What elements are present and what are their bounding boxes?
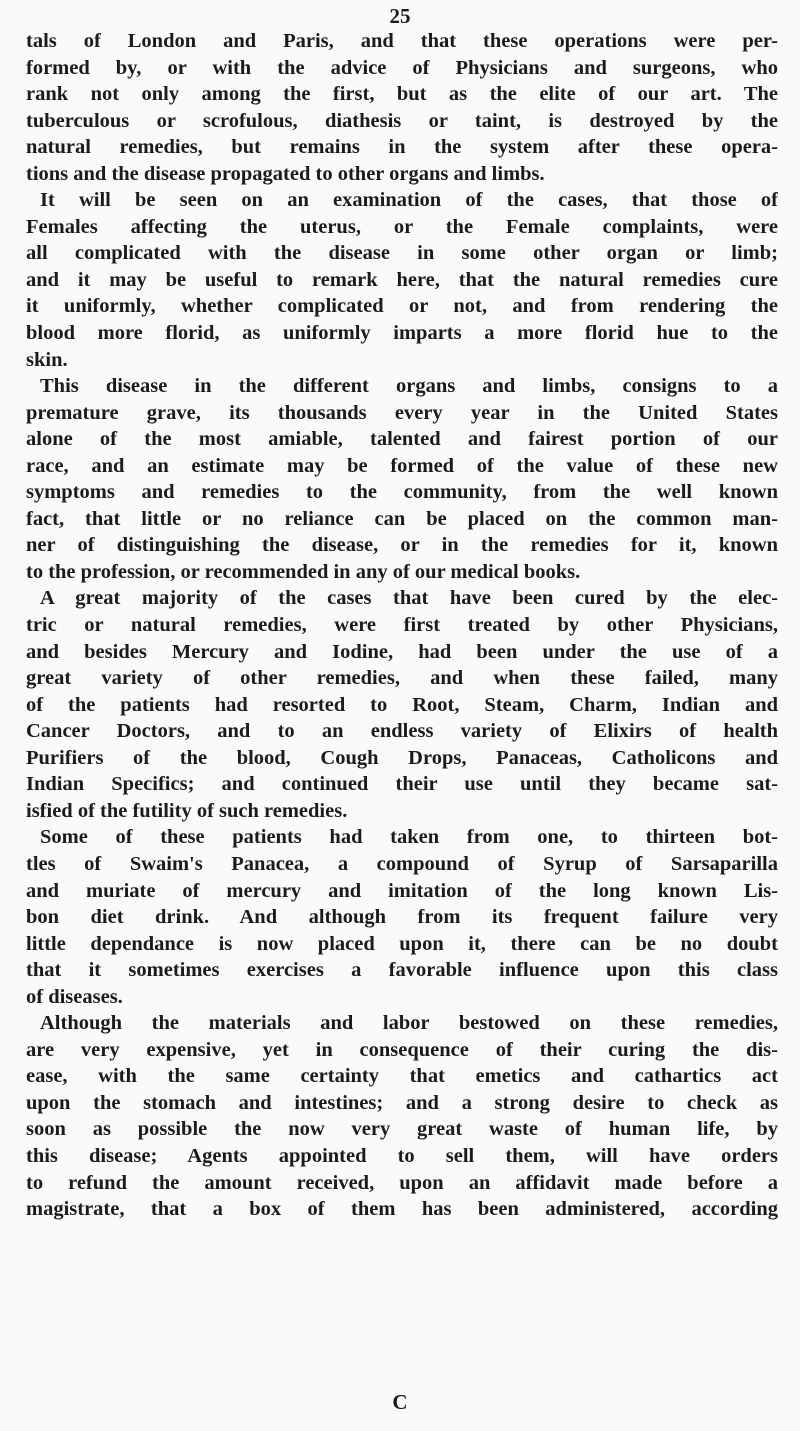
text-line: this disease; Agents appointed to sell them, will have orders [26,1144,778,1167]
text-line: little dependance is now placed upon it, there can be no doubt [26,932,778,955]
text-line: tuberculous or scrofulous, diathesis or taint, is destroyed by the [26,109,778,132]
text-line: tric or natural remedies, were first treated by other Physicians, [26,614,778,637]
text-line: tals of London and Paris, and that these operations were per- [26,30,778,52]
text-line: It will be seen on an examination of the cases, that those of [40,189,778,212]
text-line: race, and an estimate may be formed of the value of these new [26,454,778,477]
page-number: 25 [389,4,411,28]
text-line: Females affecting the uterus, or the Female complaints, were [26,215,778,238]
text-line: blood more florid, as uniformly imparts a more florid hue to the [26,322,778,345]
text-line: of diseases. [26,985,123,1008]
text-line: natural remedies, but remains in the system after these opera- [26,136,778,159]
text-line: tions and the disease propagated to other organs and limbs. [26,162,545,185]
text-line: to the profession, or recommended in any of our medical books. [26,560,581,583]
text-line: This disease in the different organs and limbs, consigns to a [40,375,778,398]
text-line: Some of these patients had taken from one, to thirteen bot- [40,826,778,849]
text-line: of the patients had resorted to Root, Steam, Charm, Indian and [26,693,778,716]
text-line: alone of the most amiable, talented and fairest portion of our [26,428,778,451]
text-line: Cancer Doctors, and to an endless variety of Elixirs of health [26,720,778,743]
text-line: that it sometimes exercises a favorable influence upon this class [26,959,778,982]
text-line: A great majority of the cases that have been cured by the elec- [40,587,778,610]
text-line: great variety of other remedies, and when these failed, many [26,667,778,690]
text-line: symptoms and remedies to the community, from the well known [26,481,778,504]
signature-mark: C [392,1390,408,1414]
text-line: soon as possible the now very great waste of human life, by [26,1118,778,1141]
text-line: all complicated with the disease in some other organ or limb; [26,242,778,265]
text-line: bon diet drink. And although from its frequent failure very [26,906,778,929]
text-line: upon the stomach and intestines; and a strong desire to check as [26,1091,778,1114]
text-line: rank not only among the first, but as the elite of our art. The [26,83,778,106]
text-line: to refund the amount received, upon an affidavit made before a [26,1171,778,1194]
text-line: are very expensive, yet in consequence of their curing the dis- [26,1038,778,1061]
text-line: and besides Mercury and Iodine, had been under the use of a [26,640,778,663]
text-line: tles of Swaim's Panacea, a compound of Syrup of Sarsaparilla [26,852,778,875]
text-line: Although the materials and labor bestowed on these remedies, [40,1012,778,1035]
text-line: ner of distinguishing the disease, or in the remedies for it, known [26,534,778,557]
text-line: Indian Specifics; and continued their use until they became sat- [26,773,778,796]
text-line: Purifiers of the blood, Cough Drops, Panaceas, Catholicons and [26,746,778,769]
text-line: skin. [26,348,68,371]
text-line: it uniformly, whether complicated or not, and from rendering the [26,295,778,318]
text-line: magistrate, that a box of them has been administered, according [26,1198,778,1221]
text-line: premature grave, its thousands every year in the United States [26,401,778,424]
text-line: isfied of the futility of such remedies. [26,799,348,822]
text-line: ease, with the same certainty that emetics and cathartics act [26,1065,778,1088]
body-text [26,28,778,1223]
text-line: fact, that little or no reliance can be placed on the common man- [26,507,778,530]
text-line: formed by, or with the advice of Physicians and surgeons, who [26,56,778,79]
text-line: and it may be useful to remark here, that the natural remedies cure [26,268,778,291]
text-line: and muriate of mercury and imitation of the long known Lis- [26,879,778,902]
